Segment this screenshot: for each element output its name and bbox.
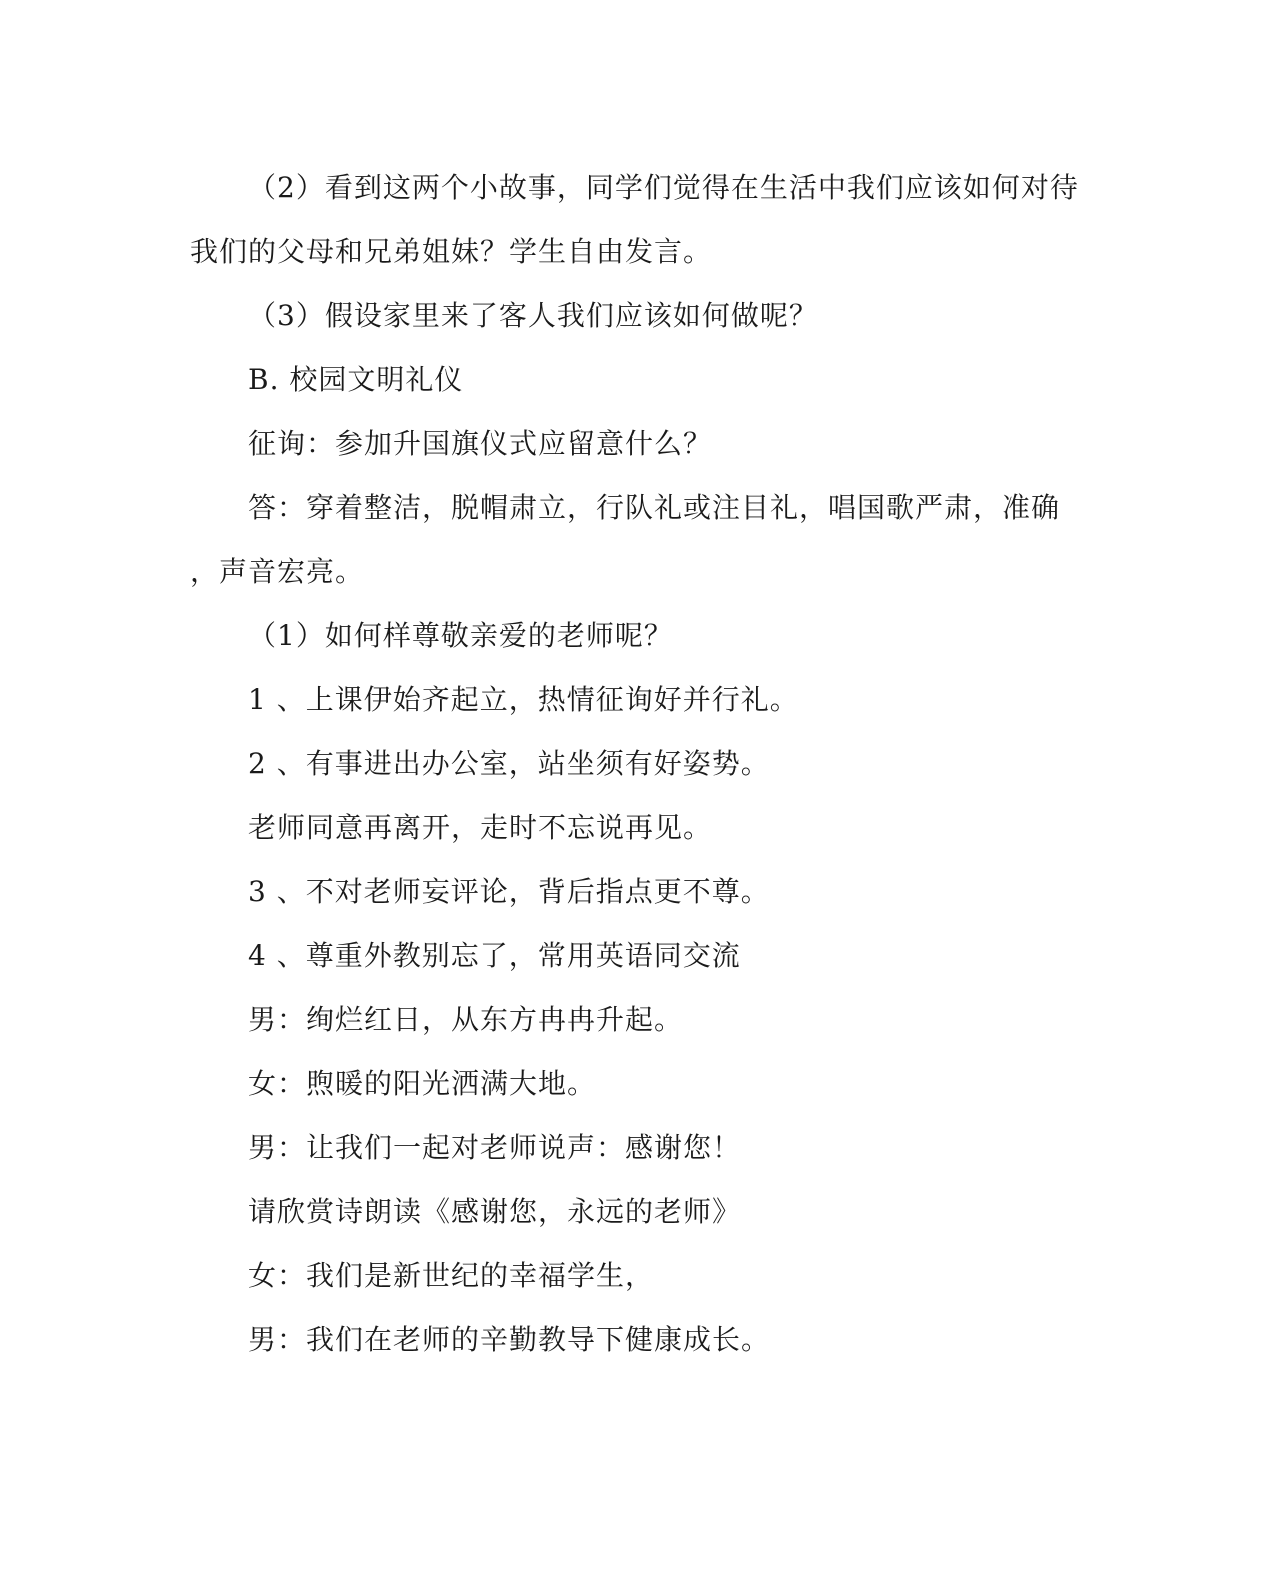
list-item: 2 、有事进出办公室，站坐须有好姿势。 — [248, 747, 770, 780]
list-item: 3 、不对老师妄评论，背后指点更不尊。 — [248, 875, 770, 908]
section-heading: B. 校园文明礼仪 — [248, 363, 464, 396]
list-item: 4 、尊重外教别忘了，常用英语同交流 — [248, 939, 741, 972]
text-line: （3）假设家里来了客人我们应该如何做呢？ — [248, 299, 818, 332]
text-line: ，声音宏亮。 — [190, 555, 365, 588]
dialogue-line: 男：让我们一起对老师说声：感谢您！ — [248, 1131, 742, 1164]
dialogue-line: 女：我们是新世纪的幸福学生， — [248, 1259, 655, 1292]
text-line: （1）如何样尊敬亲爱的老师呢？ — [248, 619, 673, 652]
dialogue-line: 男：绚烂红日，从东方冉冉升起。 — [248, 1003, 684, 1036]
list-item: 1 、上课伊始齐起立，热情征询好并行礼。 — [248, 683, 799, 716]
text-line: 我们的父母和兄弟姐妹？学生自由发言。 — [190, 235, 713, 268]
text-line: 答：穿着整洁，脱帽肃立，行队礼或注目礼，唱国歌严肃，准确 — [248, 491, 1061, 524]
text-line: 老师同意再离开，走时不忘说再见。 — [248, 811, 713, 844]
text-line: 征询：参加升国旗仪式应留意什么？ — [248, 427, 713, 460]
text-line: （2）看到这两个小故事，同学们觉得在生活中我们应该如何对待 — [248, 171, 1079, 204]
dialogue-line: 女：煦暖的阳光洒满大地。 — [248, 1067, 597, 1100]
dialogue-line: 男：我们在老师的辛勤教导下健康成长。 — [248, 1323, 771, 1356]
text-line: 请欣赏诗朗读《感谢您，永远的老师》 — [248, 1195, 742, 1228]
